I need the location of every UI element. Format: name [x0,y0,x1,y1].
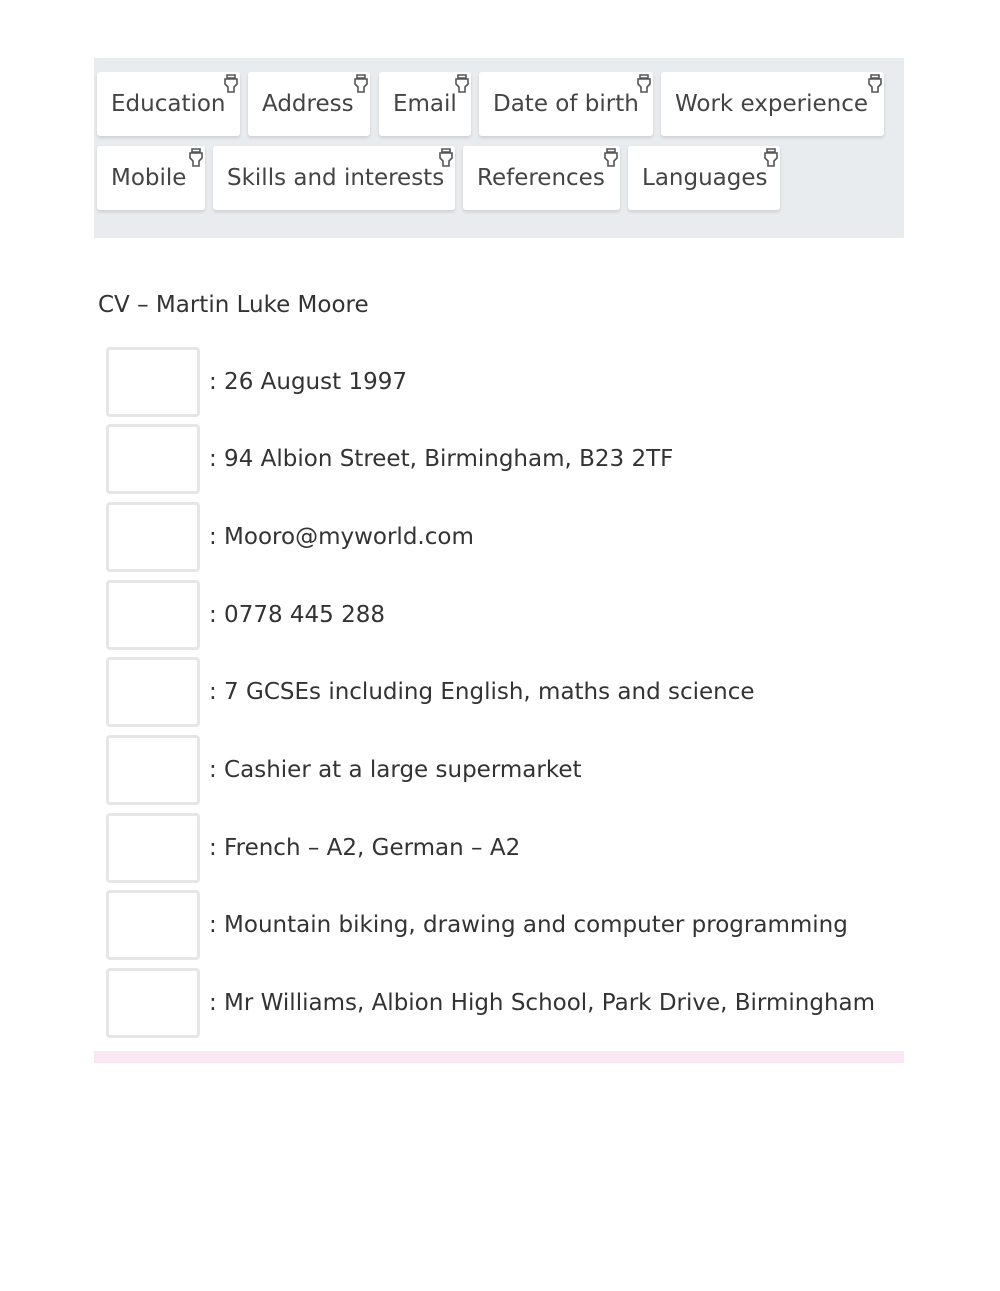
drop-box[interactable] [106,813,200,883]
chip-label: Address [262,91,354,117]
cv-row-text: : Mooro@myworld.com [209,524,474,550]
chip-email[interactable] [379,72,471,136]
drag-hand-icon [350,72,372,96]
page-title: CV – Martin Luke Moore [98,292,369,318]
chip-label: Date of birth [493,91,639,117]
cv-row [106,500,474,574]
drag-hand-icon [220,72,242,96]
chip-label: Mobile [111,165,187,191]
chip-languages[interactable] [628,146,780,210]
chip-references[interactable] [463,146,620,210]
chip-label: Email [393,91,457,117]
cv-row [106,422,673,496]
chip-label: Education [111,91,226,117]
drag-hand-icon [864,72,886,96]
cv-row [106,811,520,885]
cv-row-text: : Mr Williams, Albion High School, Park Drive, Birmingham [209,990,876,1016]
cv-row-text: : Mountain biking, drawing and computer programming [209,912,848,938]
chip-address[interactable] [248,72,370,136]
chip-date-of-birth[interactable] [479,72,653,136]
chip-label: Skills and interests [227,165,445,191]
chip-label: Work experience [675,91,869,117]
cv-row-text: : 94 Albion Street, Birmingham, B23 2TF [209,446,674,472]
drop-box[interactable] [106,735,200,805]
drop-box[interactable] [106,657,200,727]
cv-row-text: : French – A2, German – A2 [209,835,521,861]
cv-row [106,345,407,419]
cv-row-text: : 0778 445 288 [209,602,386,628]
cv-row [106,655,755,729]
bottom-divider [94,1051,904,1063]
drag-hand-icon [451,72,473,96]
cv-row-text: : 7 GCSEs including English, maths and science [209,679,755,705]
drop-box[interactable] [106,968,200,1038]
drop-box[interactable] [106,347,200,417]
chip-skills-and-interests[interactable] [213,146,455,210]
cv-row [106,966,875,1040]
drag-hand-icon [760,146,782,170]
cv-row-text: : 26 August 1997 [209,369,407,395]
cv-row-text: : Cashier at a large supermarket [209,757,582,783]
drop-box[interactable] [106,424,200,494]
drag-hand-icon [185,146,207,170]
cv-row [106,733,582,807]
cv-row [106,578,385,652]
drop-box[interactable] [106,890,200,960]
drop-box[interactable] [106,502,200,572]
drag-hand-icon [633,72,655,96]
drop-box[interactable] [106,580,200,650]
chip-label: Languages [642,165,768,191]
drag-hand-icon [435,146,457,170]
chip-education[interactable] [97,72,240,136]
chip-label: References [477,165,605,191]
drag-hand-icon [600,146,622,170]
chip-mobile[interactable] [97,146,205,210]
chip-work-experience[interactable] [661,72,884,136]
cv-row [106,888,848,962]
